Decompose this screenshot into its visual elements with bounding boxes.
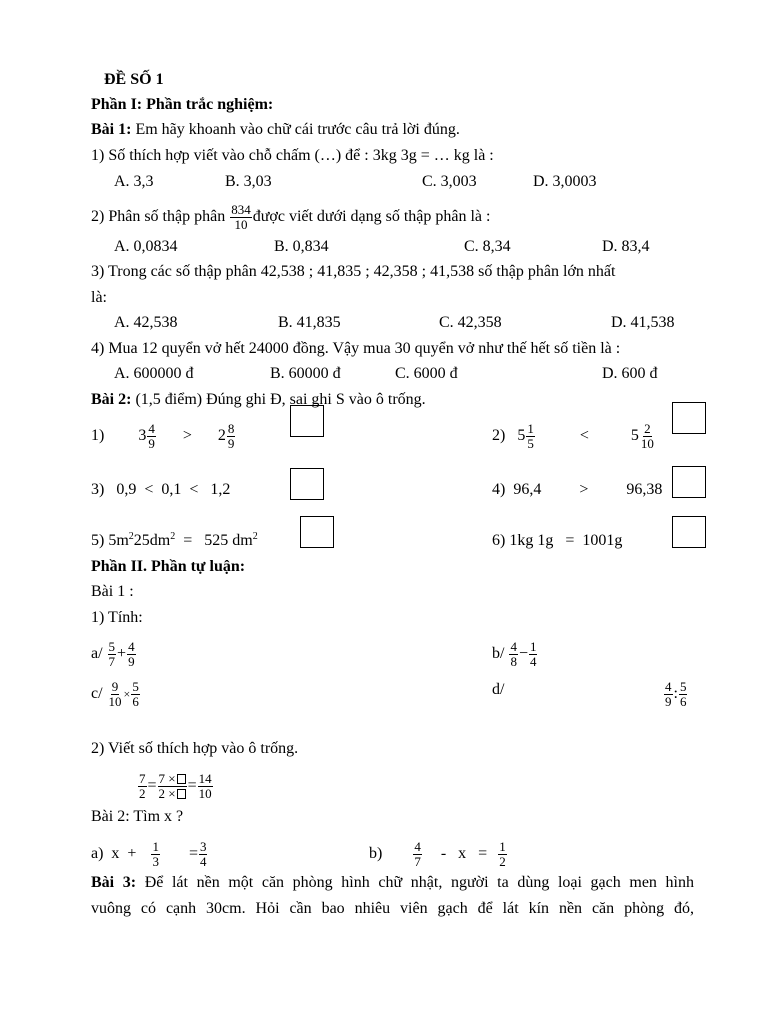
answer-box-3[interactable] (290, 468, 324, 500)
bai1-instruction (91, 120, 460, 140)
q3-option-b: B. 41,835 (278, 314, 341, 331)
part2-q2: 2) Viết số thích hợp vào ô trống. (91, 740, 299, 757)
q1-text: 1) Số thích hợp viết vào chỗ chấm (…) để : 3kg 3g = … kg là : (91, 147, 494, 164)
part2-tinh: 1) Tính: (91, 609, 143, 626)
q3-option-a: A. 42,538 (114, 314, 178, 331)
bai2-instruction (91, 390, 426, 410)
find-x-a: a) x + $\frac{1}{3}$ = $\frac{3}{4}$ (91, 839, 207, 869)
q1-option-d: D. 3,0003 (533, 173, 597, 190)
fill-equation: $\frac{7}{2}$ = $\frac{7 \times}{2 \times}$ = $\frac{14}{10}$ (139, 771, 212, 801)
tf-item-3: 3) 0,9 < 0,1 < 1,2 (91, 481, 231, 498)
calc-c: c/ $\frac{9}{10}$ × $\frac{5}{6}$ (91, 679, 139, 709)
calc-a: a/ $\frac{5}{7}$ + $\frac{4}{9}$ (91, 639, 135, 669)
part2-heading: Phần II. Phần tự luận: (91, 558, 246, 575)
bai1-text: Em hãy khoanh vào chữ cái trước câu trả lời đúng. (131, 121, 460, 138)
q2-post: được viết dưới dạng số thập phân là : (252, 208, 491, 226)
q4-text: 4) Mua 12 quyển vở hết 24000 đồng. Vậy mua 30 quyển vở như thế hết số tiền là : (91, 340, 621, 357)
bai3-line2: vuông có cạnh 30cm. Hỏi cần bao nhiêu viên gạch để lát kín nền căn phòng đó, (91, 900, 694, 917)
bai1-label: Bài 1: (91, 121, 132, 138)
q2-option-d: D. 83,4 (602, 238, 650, 255)
q4-option-b: B. 60000 đ (270, 365, 341, 382)
q4-option-c: C. 6000 đ (395, 365, 458, 382)
bai2-text: (1,5 điểm) Đúng ghi Đ, sai ghi S vào ô trống. (131, 391, 426, 408)
answer-box-2[interactable] (672, 402, 706, 434)
q1-option-b: B. 3,03 (225, 173, 272, 190)
q2-pre: 2) Phân số thập phân (91, 208, 230, 226)
bai3-line1: Bài 3: Để lát nền một căn phòng hình chữ nhật, người ta dùng loại gạch men hình (91, 874, 694, 891)
q4-option-a: A. 600000 đ (114, 365, 194, 382)
tf-item-2: 2) 5 $\frac{1}{5}$ < 5 $\frac{2}{10}$ (492, 421, 654, 451)
part1-heading: Phần I: Phần trắc nghiệm: (91, 96, 274, 113)
calc-d-expr: $\frac{4}{9}$ : $\frac{5}{6}$ (665, 679, 687, 709)
q3-option-c: C. 42,358 (439, 314, 502, 331)
answer-box-1[interactable] (290, 405, 324, 437)
q1-option-c: C. 3,003 (422, 173, 477, 190)
find-x-b: b) $\frac{4}{7}$ - x = $\frac{1}{2}$ (369, 839, 506, 869)
page-title: ĐỀ SỐ 1 (104, 71, 164, 88)
blank-box-bottom[interactable] (177, 789, 186, 799)
q2-option-b: B. 0,834 (274, 238, 329, 255)
calc-b: b/ $\frac{4}{8}$ − $\frac{1}{4}$ (492, 639, 537, 669)
bai2-label: Bài 2: (91, 391, 132, 408)
blank-box-top[interactable] (177, 774, 186, 784)
tf-item-1: 1) 3 $\frac{4}{9}$ > 2 $\frac{8}{9}$ (91, 421, 235, 451)
q1-option-a: A. 3,3 (114, 173, 154, 190)
q3-text: 3) Trong các số thập phân 42,538 ; 41,835 ; 42,358 ; 41,538 số thập phân lớn nhất (91, 263, 616, 280)
calc-d-label: d/ (492, 681, 505, 698)
tf-item-4: 4) 96,4 > 96,38 (492, 481, 663, 498)
tf-item-5: 5) $5m^225dm^2 = 525$ $dm^2$ (91, 531, 258, 549)
answer-box-5[interactable] (300, 516, 334, 548)
answer-box-6[interactable] (672, 516, 706, 548)
q2-text (91, 203, 490, 232)
part2-bai1: Bài 1 : (91, 583, 134, 600)
answer-box-4[interactable] (672, 466, 706, 498)
q2-option-c: C. 8,34 (464, 238, 511, 255)
part2-bai2: Bài 2: Tìm x ? (91, 808, 184, 825)
q2-fraction: $\frac{834}{10}$ (231, 202, 251, 232)
q2-option-a: A. 0,0834 (114, 238, 178, 255)
q4-option-d: D. 600 đ (602, 365, 658, 382)
q3-option-d: D. 41,538 (611, 314, 675, 331)
q3-cont: là: (91, 289, 107, 306)
tf-item-6: 6) 1kg 1g = 1001g (492, 532, 623, 549)
